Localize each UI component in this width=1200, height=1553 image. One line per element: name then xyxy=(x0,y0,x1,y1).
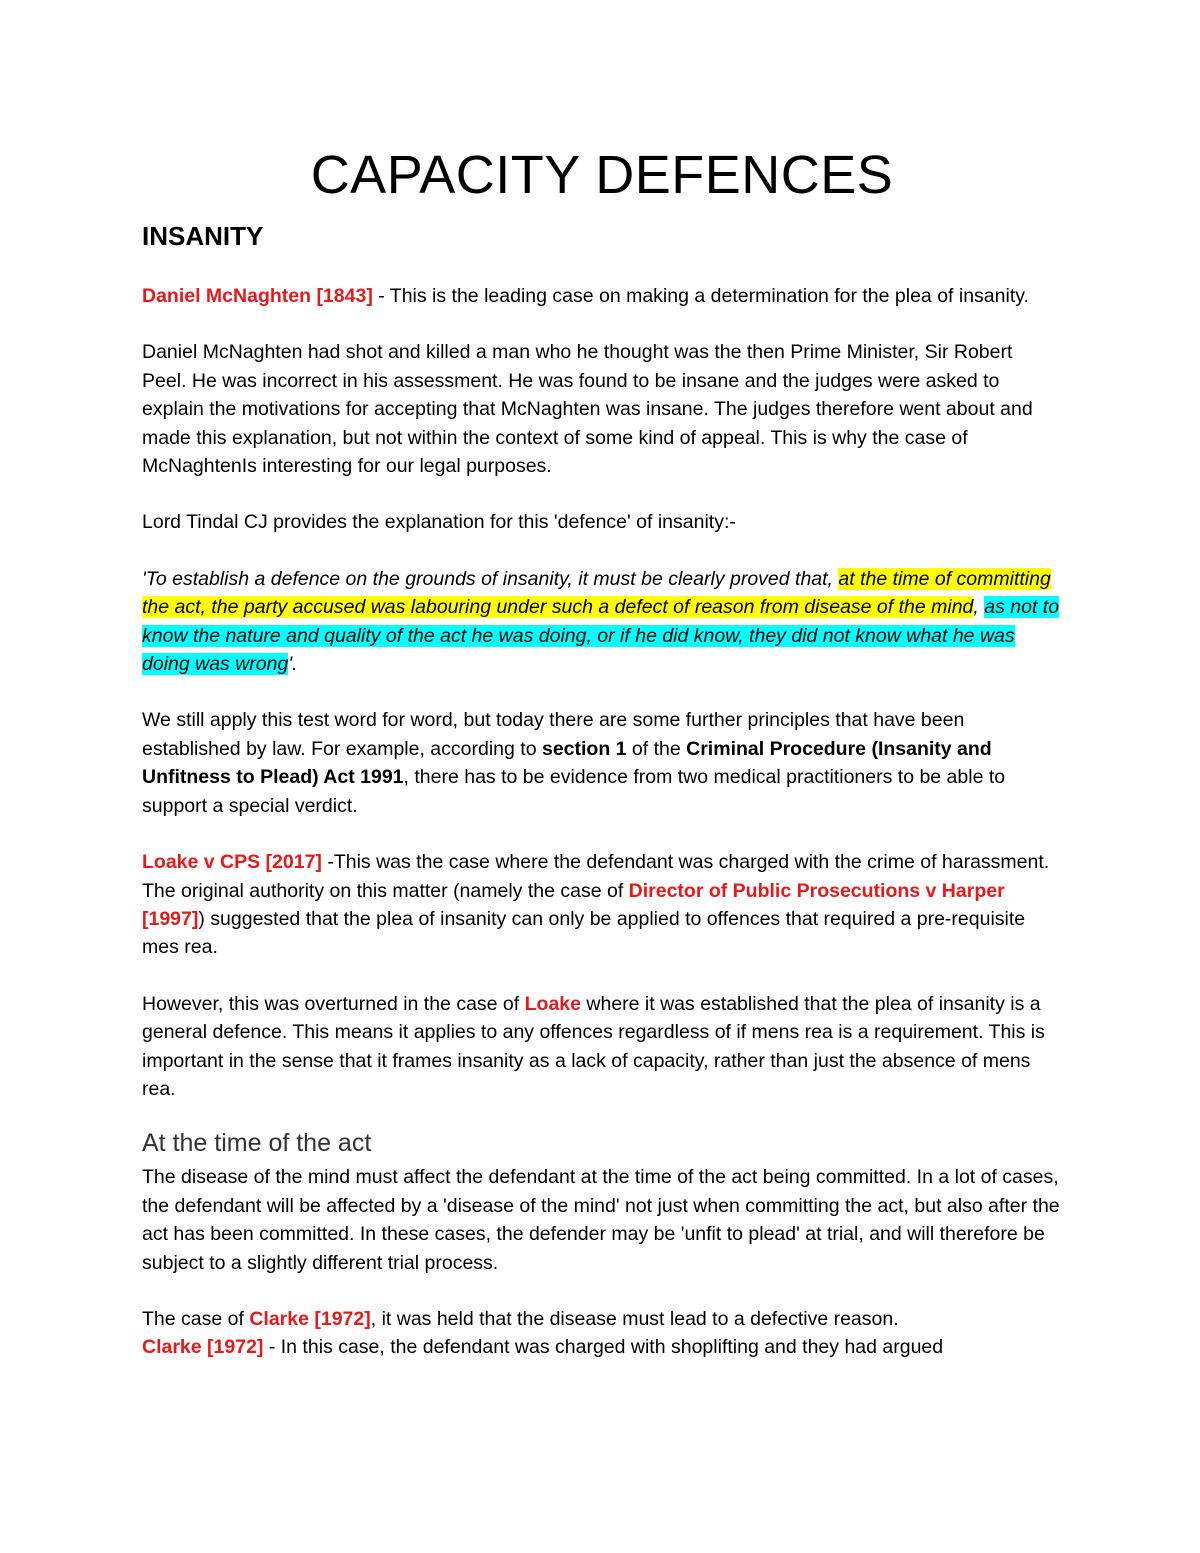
quote-insanity-test xyxy=(142,565,1062,679)
paragraph-mcnaghten-facts: Daniel McNaghten had shot and killed a man who he thought was the then Prime Minister, Sir Robert Peel. He was incorrect in his assessment. He was found to be insane and the judges were asked to explain the motivations for accepting that McNaghten was insane. The judges therefore went about and made this explanation, but not within the context of some kind of appeal. This is why the case of McNaghtenIs interesting for our legal purposes. xyxy=(142,341,1033,478)
paragraph-text: where it was established that the plea of insanity is a general defence. This means it applies to any offences regardless of if mens rea is a requirement. This is important in the sense that it frames insanity as a lack of capacity, rather than just the absence of mens rea. xyxy=(142,992,1045,1100)
paragraph-mcnaghten-intro xyxy=(142,282,1062,310)
paragraph-text: We still apply this test word for word, but today there are some further principles that have been established by law. For example, according to xyxy=(142,709,965,760)
document-page xyxy=(142,140,1062,1362)
quote-end: '. xyxy=(288,653,298,676)
case-citation: Daniel McNaghten [1843] xyxy=(142,285,373,307)
paragraph-text: ) suggested that the plea of insanity can only be applied to offences that required a pre-requisite mes rea. xyxy=(142,907,1026,959)
paragraph-text: - In this case, the defendant was charged with shoplifting and they had argued xyxy=(263,1336,944,1359)
section-heading-insanity: INSANITY xyxy=(142,221,264,251)
document-title: CAPACITY DEFENCES xyxy=(310,145,894,205)
case-citation: Loake xyxy=(524,992,581,1015)
highlight-yellow: at the time of committing the act, the party accused was labouring under such a defect of reason from disease of the mind xyxy=(142,567,1051,619)
paragraph-text: -This was the case where the defendant was charged with the crime of harassment. The original authority on this matter (namely the case of xyxy=(142,851,1050,902)
paragraph-text: of the xyxy=(626,737,687,760)
case-citation: Loake v CPS [2017] xyxy=(142,851,322,874)
paragraph-time-of-act: The disease of the mind must affect the defendant at the time of the act being committed. In a lot of cases, the defendant will be affected by a 'disease of the mind' not just when committing the act, but also after the act has been committed. In these cases, the defender may be 'unfit to plead' at trial, and will therefore be subject to a slightly different trial process. xyxy=(142,1166,1060,1274)
quote-separator: , xyxy=(973,596,985,619)
paragraph-clarke-held xyxy=(142,1305,1062,1333)
paragraph-text: - This is the leading case on making a determination for the plea of insanity. xyxy=(372,285,1029,307)
paragraph-tindal: Lord Tindal CJ provides the explanation for this 'defence' of insanity:- xyxy=(142,511,736,534)
highlight-cyan: as not to know the nature and quality of the act he was doing, or if he did know, they did not know what he was doing was wrong xyxy=(142,596,1060,676)
quote-text: 'To establish a defence on the grounds of insanity, it must be clearly proved that, xyxy=(142,567,839,590)
paragraph-text: , it was held that the disease must lead to a defective reason. xyxy=(370,1307,899,1330)
paragraph-text: However, this was overturned in the case of xyxy=(142,992,525,1015)
heading-time-of-act: At the time of the act xyxy=(142,1129,372,1158)
bold-section: section 1 xyxy=(541,737,627,760)
paragraph-text: , there has to be evidence from two medical practitioners to be able to support a special verdict. xyxy=(142,766,1006,817)
case-citation: Director of Public Prosecutions v Harper [1997] xyxy=(142,879,1005,930)
case-citation: Clarke [1972] xyxy=(142,1336,264,1359)
paragraph-loake xyxy=(142,848,1062,962)
paragraph-text: The case of xyxy=(142,1307,250,1330)
paragraph-clarke-facts xyxy=(142,1333,1062,1361)
paragraph-overturned xyxy=(142,990,1062,1104)
bold-act-name: Criminal Procedure (Insanity and Unfitness to Plead) Act 1991 xyxy=(142,737,992,789)
case-citation: Clarke [1972] xyxy=(249,1307,371,1330)
paragraph-section-1 xyxy=(142,706,1062,820)
